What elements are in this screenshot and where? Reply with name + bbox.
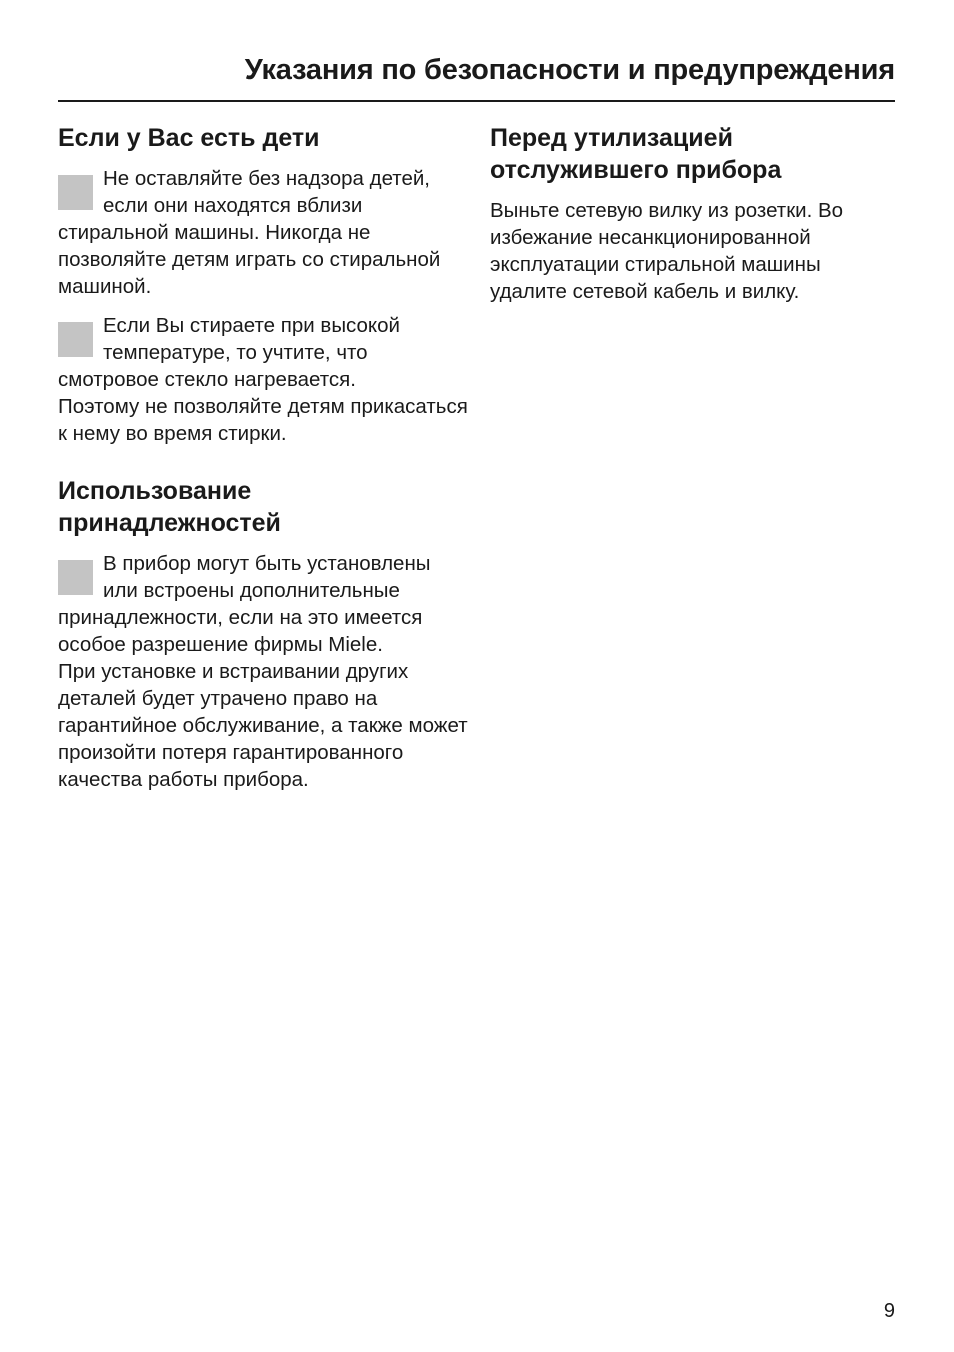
warning-continuation: Поэтому не позволяйте детям прикасаться к нему во время стирки. [58,395,468,445]
warning-text: Не оставляйте без надзора детей, если они находятся вблизи стиральной машины. Никогда не позволяйте детям играть со стиральной машиной. [58,167,441,298]
page-number: 9 [883,1300,895,1322]
warning-bullet-icon [58,322,93,357]
page-header [58,48,895,102]
warning-text: В прибор могут быть установлены или встроены дополнительные принадлежности, если на это имеется особое разрешение фирмы Miele. [58,552,431,656]
disposal-text: Выньте сетевую вилку из розетки. Во избежание несанкционированной эксплуатации стиральной машины удалите сетевой кабель и вилку. [490,199,844,303]
warning-paragraph [58,312,468,393]
warning-continuation: При установке и встраивании других деталей будет утрачено право на гарантийное обслуживание, а также может произойти потеря гарантированного качества работы прибора. [58,660,468,791]
page-title: Указания по безопасности и предупреждения [244,54,895,86]
section-title-disposal: Перед утилизацией отслужившего прибора [490,124,782,184]
warning-bullet-icon [58,560,93,595]
section-title-children: Если у Вас есть дети [58,124,320,152]
warning-paragraph [58,165,468,300]
warning-text: Если Вы стираете при высокой температуре, то учтите, что смотровое стекло нагревается. [58,314,400,391]
right-column [490,122,895,305]
left-column [58,122,468,793]
warning-bullet-icon [58,175,93,210]
warning-paragraph [58,550,468,658]
section-title-accessories: Использование принадлежностей [58,477,281,537]
